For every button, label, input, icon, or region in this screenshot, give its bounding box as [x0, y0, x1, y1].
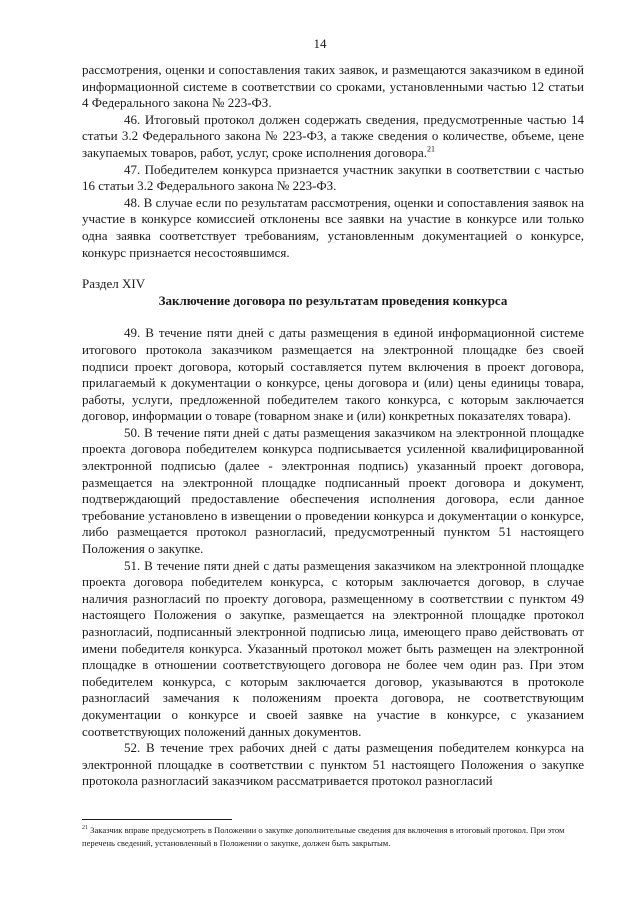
paragraph-46-text: 46. Итоговый протокол должен содержать сведения, предусмотренные частью 14 статьи 3.2 Федерального закона № 223-ФЗ, а также сведения о количестве, объеме, цене закупаемых товаров, работ, услуг, сроке исполнения договора.: [82, 111, 584, 160]
paragraph-continuation: рассмотрения, оценки и сопоставления таких заявок, и размещаются заказчиком в единой информационной системе в соответствии со сроками, установленными частью 12 статьи 4 Федерального закона № 223-ФЗ.: [82, 62, 584, 111]
paragraph-52: 52. В течение трех рабочих дней с даты размещения победителем конкурса на электронной площадке в соответствии с пунктом 51 настоящего Положения о закупке протокола разногласий заказчиком рассматривается протокол разногласий: [82, 740, 584, 789]
paragraph-50: 50. В течение пяти дней с даты размещения заказчиком на электронной площадке проекта договора победителем конкурса подписывается усиленной квалифицированной электронной подписью (далее - электронная подпись) указанный проект договора, размещается на электронной площадке подписанный проект договора и документ, подтверждающий предоставление обеспечения исполнения договора, если данное требование установлено в извещении о проведении конкурса и документации о конкурсе, либо размещается протокол разногласий, предусмотренный пунктом 51 настоящего Положения о закупке.: [82, 424, 584, 557]
footnote-number: 21: [82, 825, 88, 832]
section-label: Раздел XIV: [82, 276, 146, 292]
footnote-separator: [82, 819, 232, 820]
paragraph-48: 48. В случае если по результатам рассмотрения, оценки и сопоставления заявок на участие в конкурсе комиссией отклонены все заявки на участие в конкурсе или только одна заявка соответствует требованиям, установленным документацией о конкурсе, конкурс признается несостоявшимся.: [82, 194, 584, 260]
document-body: [82, 62, 584, 790]
paragraph-46: [82, 112, 584, 162]
section-title: Заключение договора по результатам проведения конкурса: [158, 292, 508, 308]
footnote-text: Заказчик вправе предусмотреть в Положении о закупке дополнительные сведения для включения в итоговый протокол. При этом перечень сведений, установленный в Положении о закупке, должен быть закрытым.: [82, 825, 565, 848]
paragraph-51: 51. В течение пяти дней с даты размещения заказчиком на электронной площадке проекта договора победителем конкурса, с которым заключается договор, в случае наличия разногласий по проекту договора, размещенному в соответствии с пунктом 49 настоящего Положения о закупке, размещается на электронной площадке протокол разногласий, подписанный электронной подписью лица, имеющего право действовать от имени победителя конкурса. Указанный протокол может быть размещен на электронной площадке в отношении соответствующего договора не более чем один раз. При этом победителем конкурса, с которым заключается договор, указываются в протоколе разногласий замечания к положениям проекта договора, не соответствующим документации о конкурсе и своей заявке на участие в конкурсе, с указанием соответствующих положений данных документов.: [82, 557, 584, 739]
footnote-ref-21: 21: [427, 144, 436, 154]
paragraph-49: 49. В течение пяти дней с даты размещения в единой информационной системе итогового протокола заказчиком размещается на электронной площадке без своей подписи проект договора, который составляется путем включения в проект договора, прилагаемый к документации о конкурсе, цены договора и (или) цены единицы товара, работы, услуги, предложенной победителем такого конкурса, с которым заключается договор, информации о товаре (товарном знаке и (или) конкретных показателях товара).: [82, 325, 584, 424]
paragraph-47: 47. Победителем конкурса признается участник закупки в соответствии с частью 16 статьи 3.2 Федерального закона № 223-ФЗ.: [82, 161, 584, 194]
footnote: [82, 824, 584, 849]
page-number: 14: [313, 36, 327, 51]
